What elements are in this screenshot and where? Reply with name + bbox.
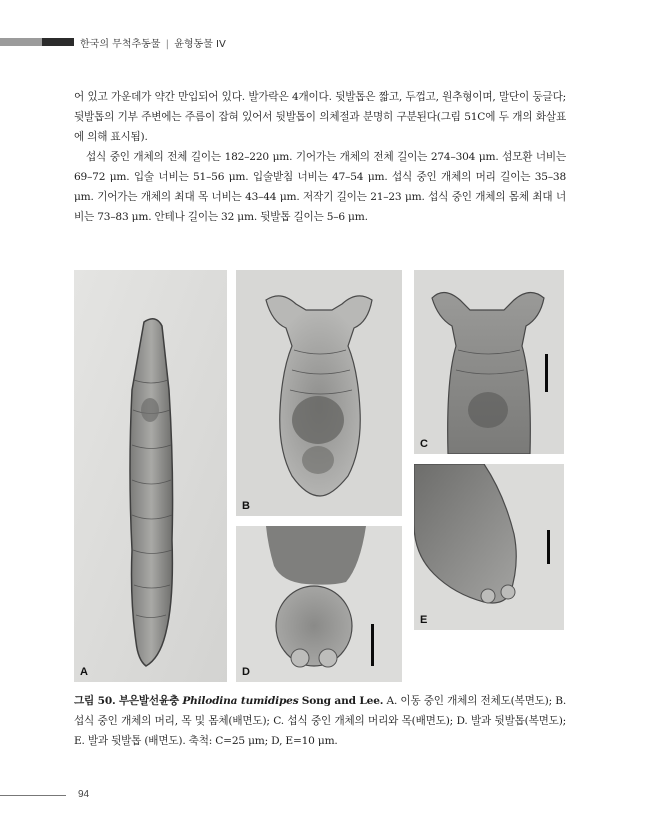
running-header <box>80 35 226 50</box>
header-section: 윤형동물 IV <box>174 39 226 50</box>
caption-authority: Song and Lee. <box>301 695 384 707</box>
scale-bar-c <box>545 354 548 392</box>
page-number: 94 <box>78 789 90 800</box>
paragraph-2: 섭식 중인 개체의 전체 길이는 182–220 μm. 기어가는 개체의 전체 길이는 274–304 μm. 섬모환 너비는 69–72 μm. 입술 너비는 51–56 μm. 입술받침 너비는 47–54 μm. 섭식 중인 개체의 머리 길이는 35–38 μm. 기어가는 개체의 최대 목 너비는 43–44 μm. 저작기 길이는 21–23 μm. 섭식 중인 개체의 몸체 최대 너비는 73–83 μm. 안테나 길이는 32 μm. 뒷발톱 길이는 5–6 μm. <box>74 151 566 223</box>
figure-panel-c <box>414 270 564 454</box>
micrograph-d <box>236 526 402 682</box>
figure-panel-b <box>236 270 402 516</box>
figure-panel-e <box>414 464 564 630</box>
header-bar-light <box>0 38 42 46</box>
panel-label-c: C <box>420 438 428 450</box>
figure-caption <box>74 691 566 751</box>
panel-label-a: A <box>80 666 88 678</box>
micrograph-c <box>414 270 564 454</box>
micrograph-b <box>236 270 402 516</box>
header-bar-dark <box>42 38 74 46</box>
footer-rule <box>0 795 66 796</box>
panel-label-b: B <box>242 500 250 512</box>
scale-bar-d <box>371 624 374 666</box>
panel-label-d: D <box>242 666 250 678</box>
header-separator: | <box>165 39 170 50</box>
panel-label-e: E <box>420 614 428 626</box>
header-book-title: 한국의 무척추동물 <box>80 39 161 50</box>
caption-text: A. 이동 중인 개체의 전체도(복면도); B. 섭식 중인 개체의 머리, 목 및 몸체(배면도); C. 섭식 중인 개체의 머리와 목(배면도); D. 발과 뒷발톱(복면도); E. 발과 뒷발톱 (배면도). 축척: C=25 μm; D, E=10 μm. <box>74 695 567 747</box>
figure-panel-a <box>74 270 227 682</box>
scale-bar-e <box>547 530 550 564</box>
figure-panel-d <box>236 526 402 682</box>
caption-korean-name: 부은발선윤충 <box>118 695 180 707</box>
paragraph-1: 어 있고 가운데가 약간 만입되어 있다. 발가락은 4개이다. 뒷발톱은 짧고, 두껍고, 원추형이며, 말단이 둥글다; 뒷발톱의 기부 주변에는 주름이 잡혀 있어서 뒷발톱이 의체절과 분명히 구분된다(그림 51C에 두 개의 화살표에 의해 표시됨). <box>74 91 566 143</box>
micrograph-e <box>414 464 564 630</box>
caption-figure-number: 그림 50. <box>74 695 116 707</box>
caption-scientific-name: Philodina tumidipes <box>182 695 299 707</box>
body-text <box>74 87 566 227</box>
micrograph-a <box>74 270 227 682</box>
